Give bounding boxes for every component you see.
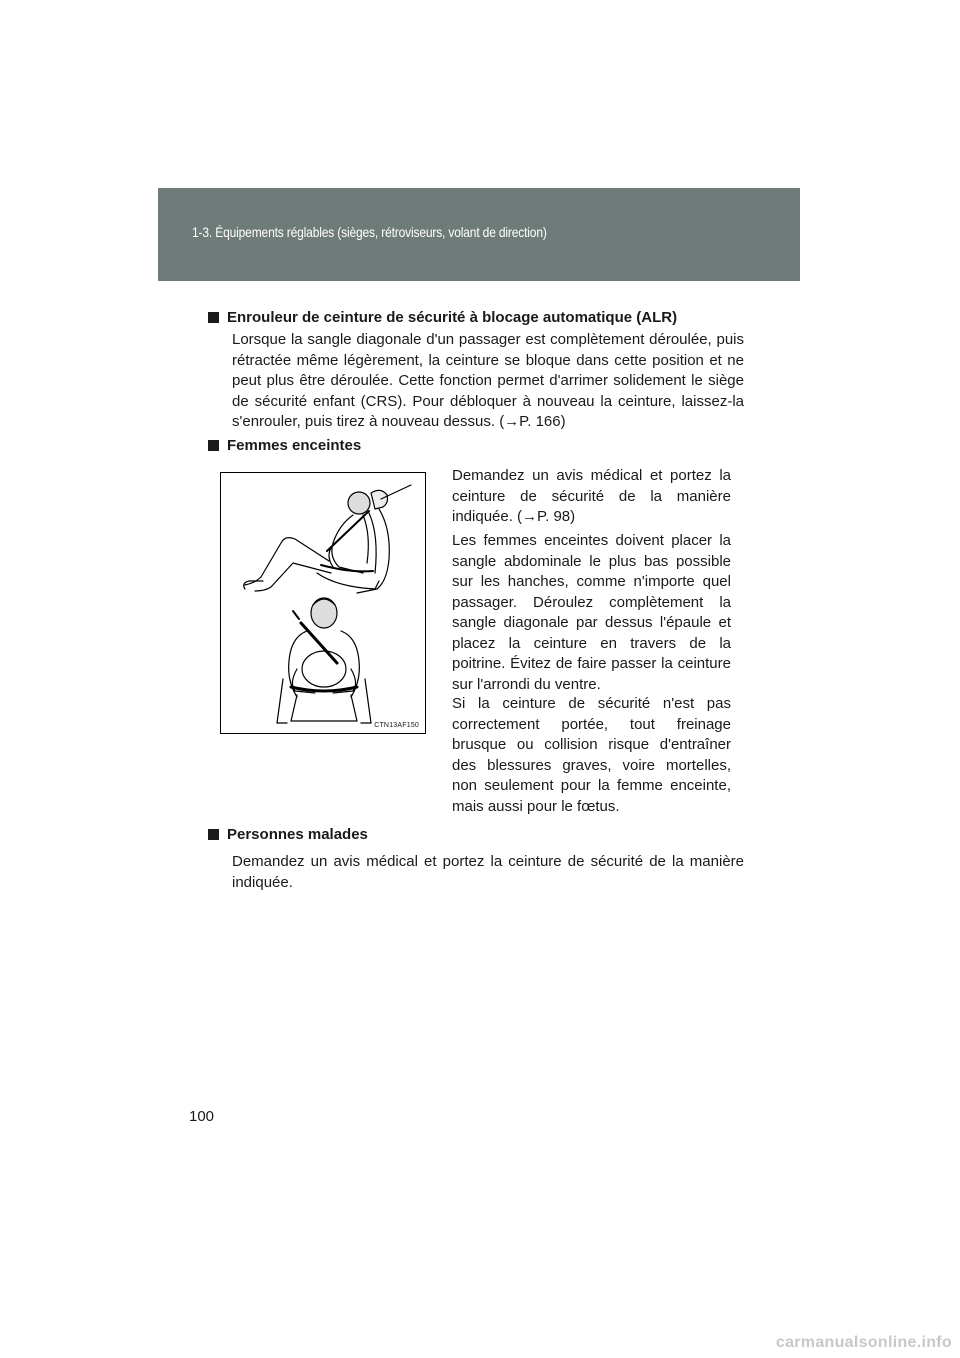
- figure-code: CTN13AF150: [374, 722, 419, 729]
- heading-alr: [208, 309, 677, 326]
- heading-sick-text: Personnes malades: [227, 826, 368, 843]
- square-bullet-icon: [208, 829, 219, 840]
- watermark: carmanualsonline.info: [775, 1334, 952, 1351]
- paragraph-pregnant-1: Demandez un avis médical et portez la ceinture de sécurité de la manière indiquée. (→P. 98): [452, 467, 731, 525]
- heading-pregnant: [208, 437, 361, 454]
- heading-pregnant-text: Femmes enceintes: [227, 437, 362, 454]
- paragraph-pregnant-3: Si la ceinture de sécurité n'est pas correctement portée, tout freinage brusque ou collision risque d'entraîner des blessures graves, voire mortelles, non seulement pour la femme enceinte, mais aussi pour le fœtus.: [452, 695, 731, 815]
- square-bullet-icon: [208, 312, 219, 323]
- section-header-band: [158, 188, 800, 281]
- heading-alr-text: Enrouleur de ceinture de sécurité à blocage automatique (ALR): [227, 309, 678, 326]
- heading-sick: [208, 826, 368, 843]
- paragraph-pregnant-2: Les femmes enceintes doivent placer la sangle abdominale le plus bas possible sur les hanches, comme n'importe quel passager. Déroulez complètement la sangle diagonale par dessus l'épaule et placez la ceinture en travers de la poitrine. Évitez de faire passer la ceinture sur l'arrondi du ventre.: [452, 532, 731, 693]
- illustration-drawing: [221, 473, 427, 735]
- paragraph-sick: Demandez un avis médical et portez la ceinture de sécurité de la manière indiquée.: [232, 853, 744, 891]
- square-bullet-icon: [208, 440, 219, 451]
- page-number: 100: [189, 1108, 215, 1125]
- paragraph-alr: Lorsque la sangle diagonale d'un passager est complètement déroulée, puis rétractée même légèrement, la ceinture se bloque dans cette position et ne peut plus être déroulée. Cette fonction permet d'arrimer solidement le siège de sécurité enfant (CRS). Pour débloquer à nouveau la ceinture, laissez-la s'enrouler, puis tirez à nouveau dessus. (→P. 166): [232, 331, 744, 430]
- pregnant-seatbelt-illustration: [220, 472, 426, 734]
- section-title: 1-3. Équipements réglables (sièges, rétroviseurs, volant de direction): [192, 224, 547, 240]
